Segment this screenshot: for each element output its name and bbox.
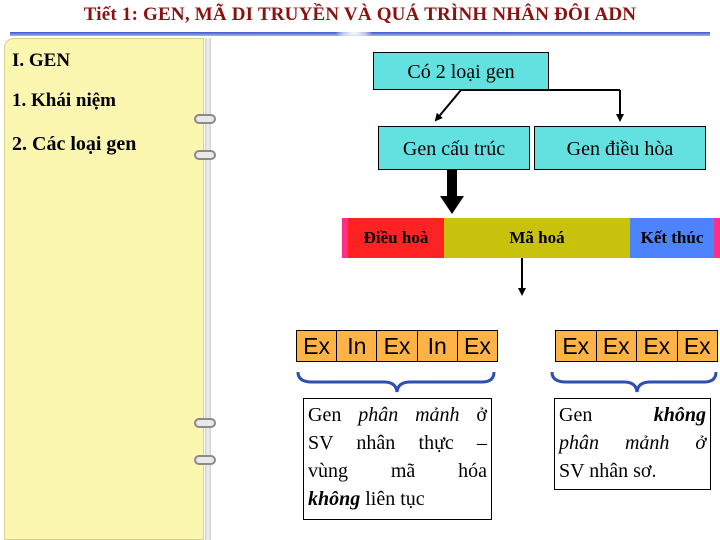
desc-emphasis: không — [653, 404, 706, 426]
desc-emphasis: phân mảnh — [358, 404, 460, 426]
eukaryote-gene-segments — [296, 330, 498, 362]
desc-line — [559, 429, 706, 457]
segment-cell: Ex — [683, 333, 711, 359]
gene-structure-bar — [342, 218, 720, 258]
segment-cell: Ex — [463, 333, 491, 359]
regulatory-gene-box: Gen điều hòa — [534, 126, 706, 170]
desc-emphasis: phân mảnh ở — [559, 432, 706, 454]
desc-text: Gen — [308, 404, 359, 426]
thick-arrow-head — [440, 196, 464, 214]
desc-line — [308, 485, 487, 513]
segment-cell: Ex — [597, 331, 638, 361]
desc-line — [308, 401, 487, 429]
region-regulatory: Điều hoà — [348, 218, 444, 258]
region-coding: Mã hoá — [444, 218, 630, 258]
desc-line: vùng mã hóa — [308, 460, 487, 482]
thick-arrow-shaft — [447, 170, 457, 198]
segment-cell: Ex — [637, 331, 678, 361]
prokaryote-gene-segments — [555, 330, 718, 362]
prokaryote-description — [554, 398, 711, 490]
slide-title: Tiết 1: GEN, MÃ DI TRUYỀN VÀ QUÁ TRÌNH NHÂN ĐÔI ADN — [83, 4, 637, 25]
segment-cell: Ex — [297, 331, 337, 361]
section-item-gene-types: 2. Các loại gen — [12, 133, 137, 155]
region-termination: Kết thúc — [630, 218, 714, 258]
segment-cell: Ex — [377, 331, 417, 361]
section-heading: I. GEN — [12, 50, 71, 71]
eukaryote-description — [303, 398, 492, 520]
desc-emphasis: không — [308, 488, 361, 510]
desc-line: SV nhân thực – — [308, 432, 487, 454]
connector-line — [436, 90, 461, 120]
brace-right — [552, 372, 716, 392]
desc-line: SV nhân sơ. — [559, 460, 657, 482]
desc-text: liên tục — [360, 488, 425, 510]
desc-line — [559, 401, 706, 429]
segment-cell: Ex — [556, 331, 597, 361]
root-box: Có 2 loại gen — [373, 52, 549, 90]
desc-text: ở — [459, 404, 487, 426]
section-item-concept: 1. Khái niệm — [12, 90, 116, 111]
brace-left — [298, 372, 494, 392]
desc-text: Gen — [559, 404, 654, 426]
structural-gene-box: Gen cấu trúc — [378, 126, 530, 170]
segment-cell: In — [337, 331, 377, 361]
segment-cell: In — [418, 331, 458, 361]
